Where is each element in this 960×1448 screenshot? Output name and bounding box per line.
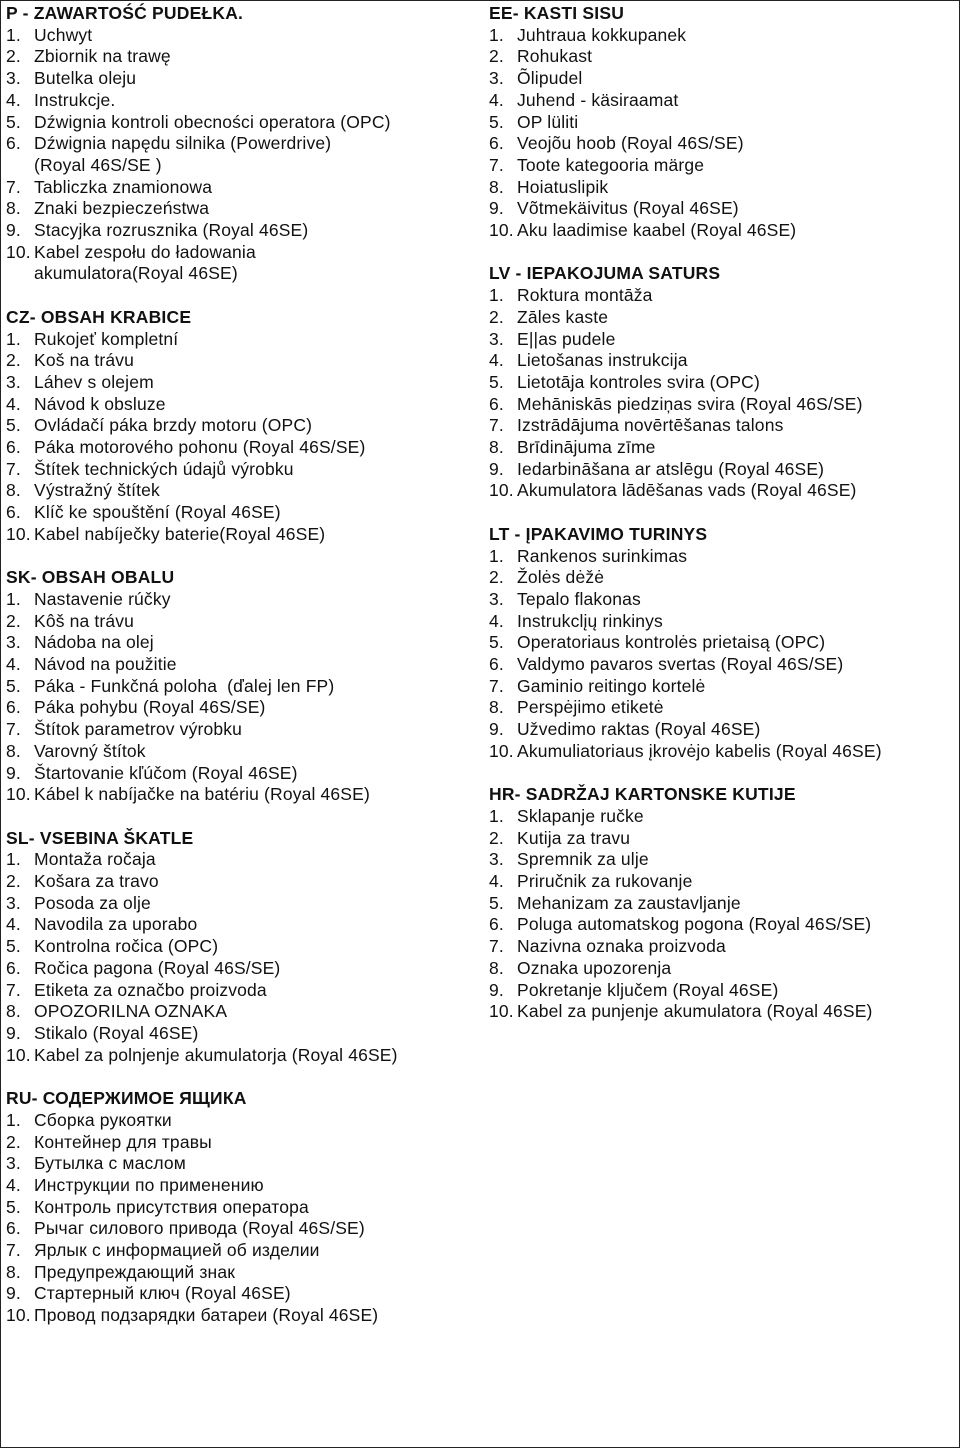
list-item: [489, 849, 957, 871]
item-number: 10.: [489, 220, 514, 241]
list-item: [489, 893, 957, 915]
item-text: Kabel zespołu do ładowania akumulatora(Royal 46SE): [34, 241, 256, 284]
list-item: [6, 784, 476, 806]
list-item: [489, 719, 957, 741]
item-number: 1.: [6, 24, 21, 45]
list-item: [489, 285, 957, 307]
item-number: 4.: [489, 89, 504, 110]
item-text: Páka pohybu (Royal 46S/SE): [34, 697, 266, 718]
item-number: 5.: [6, 936, 21, 957]
list-item: [489, 220, 957, 242]
list-item: [6, 394, 476, 416]
item-text: Стартерный ключ (Royal 46SE): [34, 1283, 291, 1304]
list-item: [489, 437, 957, 459]
list-item: [6, 1110, 476, 1132]
item-number: 3.: [489, 68, 504, 89]
item-number: 7.: [6, 719, 21, 740]
item-text: Kabel za polnjenje akumulatorja (Royal 46SE): [34, 1044, 398, 1065]
item-text: Ovládačí páka brzdy motoru (OPC): [34, 415, 313, 436]
list-item: [489, 480, 957, 502]
item-text: Nádoba na olej: [34, 632, 154, 653]
list-item: [489, 654, 957, 676]
item-text: Lietošanas instrukcija: [517, 350, 688, 371]
item-number: 3.: [489, 588, 504, 609]
list-item: [489, 112, 957, 134]
item-number: 2.: [6, 350, 21, 371]
list-item: [489, 871, 957, 893]
list-item: [6, 502, 476, 524]
section-heading: LT - ĮPAKAVIMO TURINYS: [489, 523, 708, 544]
item-text: Láhev s olejem: [34, 371, 154, 392]
list-item: [489, 25, 957, 47]
item-number: 10.: [489, 740, 514, 761]
item-number: 8.: [489, 176, 504, 197]
item-text: Ярлык с информацией об изделии: [34, 1240, 320, 1261]
item-text: Izstrādājuma novērtēšanas talons: [517, 415, 784, 436]
list-item: [6, 350, 476, 372]
list-item: [6, 611, 476, 633]
item-number: 1.: [6, 328, 21, 349]
list-item: [489, 806, 957, 828]
item-number: 4.: [489, 871, 504, 892]
item-text: Инструкции по применению: [34, 1174, 264, 1195]
item-text: Iedarbināšana ar atslēgu (Royal 46SE): [517, 458, 825, 479]
item-text: Spremnik za ulje: [517, 849, 649, 870]
item-text: Сборка рукоятки: [34, 1109, 172, 1130]
item-number: 9.: [489, 719, 504, 740]
section-spacer: [489, 502, 957, 524]
item-number: 10.: [6, 1044, 31, 1065]
item-text: Juhtraua kokkupanek: [517, 24, 687, 45]
item-text: Akumulatora lādēšanas vads (Royal 46SE): [517, 480, 857, 501]
item-text: Pokretanje ključem (Royal 46SE): [517, 979, 779, 1000]
item-text: Páka motorového pohonu (Royal 46S/SE): [34, 437, 366, 458]
item-text: Žolės dėžė: [517, 567, 605, 588]
item-number: 7.: [6, 979, 21, 1000]
item-number: 1.: [6, 588, 21, 609]
item-number: 3.: [6, 371, 21, 392]
section-heading: SL- VSEBINA ŠKATLE: [6, 827, 194, 848]
item-text: Rankenos surinkimas: [517, 545, 688, 566]
item-number: 4.: [6, 654, 21, 675]
item-number: 4.: [6, 1174, 21, 1195]
section-spacer: [6, 806, 476, 828]
item-number: 7.: [489, 675, 504, 696]
item-number: 9.: [489, 458, 504, 479]
item-number: 4.: [489, 610, 504, 631]
list-item: [6, 697, 476, 719]
list-item: [489, 372, 957, 394]
list-item: [6, 1153, 476, 1175]
list-item: [489, 177, 957, 199]
item-number: 8.: [6, 198, 21, 219]
item-number: 2.: [489, 46, 504, 67]
list-item: [489, 914, 957, 936]
item-text: Контейнер для травы: [34, 1131, 212, 1152]
list-item: [6, 980, 476, 1002]
item-number: 4.: [489, 350, 504, 371]
list-item: [489, 676, 957, 698]
section-spacer: [6, 546, 476, 568]
item-text: Ročica pagona (Royal 46S/SE): [34, 957, 281, 978]
item-text: Štítok parametrov výrobku: [34, 719, 242, 740]
item-text: Kontrolna ročica (OPC): [34, 936, 219, 957]
list-item: [6, 1240, 476, 1262]
item-number: 6.: [489, 914, 504, 935]
item-text: Znaki bezpieczeństwa: [34, 198, 210, 219]
item-number: 5.: [6, 415, 21, 436]
list-item: [6, 871, 476, 893]
list-item: [489, 958, 957, 980]
list-item: [6, 654, 476, 676]
item-text: Õlipudel: [517, 68, 583, 89]
item-number: 4.: [6, 393, 21, 414]
list-item: [6, 1197, 476, 1219]
item-number: 5.: [6, 111, 21, 132]
item-text: Navodila za uporabo: [34, 914, 198, 935]
item-text: Veojõu hoob (Royal 46S/SE): [517, 133, 744, 154]
item-text: OPOZORILNA OZNAKA: [34, 1001, 228, 1022]
list-item: [6, 90, 476, 112]
item-number: 6.: [489, 393, 504, 414]
section-heading: P - ZAWARTOŚĆ PUDEŁKA.: [6, 3, 244, 23]
item-text: Instrukcje.: [34, 89, 116, 110]
list-item: [489, 697, 957, 719]
list-item: [489, 46, 957, 68]
list-item: [6, 1023, 476, 1045]
item-number: 1.: [489, 24, 504, 45]
item-text: Контроль присутствия оператора: [34, 1196, 309, 1217]
item-text: Akumuliatoriaus įkrovėjo kabelis (Royal 46SE): [517, 740, 882, 761]
item-number: 8.: [489, 957, 504, 978]
list-item: [6, 1283, 476, 1305]
item-number: 4.: [6, 914, 21, 935]
list-item: [489, 350, 957, 372]
list-item: [6, 459, 476, 481]
list-item: [6, 1132, 476, 1154]
item-number: 3.: [489, 849, 504, 870]
item-number: 9.: [6, 762, 21, 783]
item-text: Nastavenie rúčky: [34, 588, 171, 609]
list-item: [6, 893, 476, 915]
item-text: Lietotāja kontroles svira (OPC): [517, 371, 760, 392]
item-number: 7.: [6, 1240, 21, 1261]
list-item: [6, 1218, 476, 1240]
list-item: [6, 936, 476, 958]
list-item: [6, 719, 476, 741]
item-number: 9.: [489, 979, 504, 1000]
item-text: Бутылка с маслом: [34, 1153, 186, 1174]
list-item: [489, 589, 957, 611]
item-number: 8.: [6, 1001, 21, 1022]
item-number: 9.: [6, 220, 21, 241]
contents-section: [6, 1088, 476, 1327]
item-number: 4.: [6, 89, 21, 110]
item-text: Rukojeť kompletní: [34, 328, 179, 349]
contents-section: [6, 3, 476, 285]
item-number: 6.: [6, 697, 21, 718]
contents-section: [489, 784, 957, 1023]
item-text: Kutija za travu: [517, 827, 631, 848]
item-text: Рычаг силового привода (Royal 46S/SE): [34, 1218, 365, 1239]
item-number: 1.: [489, 285, 504, 306]
item-number: 7.: [6, 458, 21, 479]
item-text: Návod na použitie: [34, 654, 177, 675]
item-text: Võtmekäivitus (Royal 46SE): [517, 198, 739, 219]
list-item: [6, 849, 476, 871]
item-text: Štítek technických údajů výrobku: [34, 458, 294, 479]
contents-section: [6, 567, 476, 806]
item-number: 5.: [6, 675, 21, 696]
item-text: Užvedimo raktas (Royal 46SE): [517, 719, 761, 740]
list-item: [6, 1305, 476, 1327]
list-item: [489, 133, 957, 155]
item-text: Kôš na trávu: [34, 610, 135, 631]
item-number: 5.: [489, 371, 504, 392]
list-item: [6, 1001, 476, 1023]
item-text: Dźwignia napędu silnika (Powerdrive) (Royal 46S/SE ): [34, 133, 332, 175]
list-item: [489, 394, 957, 416]
list-item: [6, 46, 476, 68]
item-number: 9.: [6, 1283, 21, 1304]
item-text: Stikalo (Royal 46SE): [34, 1023, 199, 1043]
item-number: 6.: [6, 133, 21, 154]
item-number: 10.: [489, 1001, 514, 1022]
item-number: 6.: [6, 437, 21, 458]
contents-section: [489, 263, 957, 502]
item-text: Klíč ke spouštění (Royal 46SE): [34, 502, 281, 523]
list-item: [489, 68, 957, 90]
item-number: 2.: [6, 610, 21, 631]
list-item: [6, 177, 476, 199]
contents-section: [489, 524, 957, 763]
item-text: Kábel k nabíjačke na batériu (Royal 46SE): [34, 784, 370, 805]
item-text: Návod k obsluze: [34, 393, 166, 414]
item-text: Priručnik za rukovanje: [517, 871, 693, 892]
item-text: Hoiatuslipik: [517, 176, 609, 197]
list-item: [6, 958, 476, 980]
list-item: [489, 307, 957, 329]
item-text: Sklapanje ručke: [517, 805, 644, 826]
list-item: [489, 198, 957, 220]
item-text: Zāles kaste: [517, 306, 609, 327]
item-text: Poluga automatskog pogona (Royal 46S/SE): [517, 914, 872, 935]
item-text: Perspėjimo etiketė: [517, 697, 664, 718]
list-item: [489, 415, 957, 437]
list-item: [6, 415, 476, 437]
list-item: [489, 1001, 957, 1023]
item-number: 6.: [6, 1218, 21, 1239]
list-item: [6, 1175, 476, 1197]
item-number: 3.: [6, 892, 21, 913]
contents-section: [6, 828, 476, 1067]
item-number: 6.: [6, 502, 21, 523]
list-item: [6, 133, 476, 176]
list-item: [489, 632, 957, 654]
item-number: 3.: [6, 1153, 21, 1174]
item-number: 5.: [489, 892, 504, 913]
item-text: Košara za travo: [34, 871, 159, 892]
list-item: [6, 524, 476, 546]
list-item: [489, 611, 957, 633]
item-text: Провод подзарядки батареи (Royal 46SE): [34, 1305, 379, 1326]
item-text: Toote kategooria märge: [517, 154, 705, 175]
item-text: Tepalo flakonas: [517, 588, 641, 609]
right-column: [489, 3, 957, 1023]
list-item: [6, 589, 476, 611]
item-number: 8.: [6, 740, 21, 761]
item-number: 7.: [489, 936, 504, 957]
item-text: Juhend - käsiraamat: [517, 89, 679, 110]
item-text: Brīdinājuma zīme: [517, 437, 656, 458]
item-text: Nazivna oznaka proizvoda: [517, 936, 726, 957]
item-text: Výstražný štítek: [34, 480, 160, 501]
list-item: [489, 980, 957, 1002]
item-number: 9.: [489, 198, 504, 219]
list-item: [6, 741, 476, 763]
list-item: [6, 329, 476, 351]
item-number: 7.: [489, 154, 504, 175]
item-text: Gaminio reitingo kortelė: [517, 675, 706, 696]
item-number: 8.: [489, 437, 504, 458]
item-number: 1.: [6, 1109, 21, 1130]
list-item: [489, 546, 957, 568]
item-text: Предупреждающий знак: [34, 1261, 236, 1282]
item-text: Rohukast: [517, 46, 593, 67]
list-item: [6, 437, 476, 459]
item-text: Valdymo pavaros svertas (Royal 46S/SE): [517, 654, 844, 675]
item-text: Koš na trávu: [34, 350, 135, 371]
item-number: 6.: [6, 957, 21, 978]
item-number: 5.: [489, 632, 504, 653]
item-number: 2.: [6, 871, 21, 892]
item-number: 5.: [489, 111, 504, 132]
list-item: [489, 459, 957, 481]
contents-section: [6, 307, 476, 546]
item-number: 8.: [6, 1261, 21, 1282]
item-text: Posoda za olje: [34, 892, 151, 913]
item-number: 10.: [489, 480, 514, 501]
item-text: Oznaka upozorenja: [517, 957, 672, 978]
item-number: 2.: [489, 827, 504, 848]
list-item: [489, 936, 957, 958]
item-number: 2.: [6, 1131, 21, 1152]
item-number: 5.: [6, 1196, 21, 1217]
list-item: [6, 1262, 476, 1284]
item-text: Zbiornik na trawę: [34, 46, 171, 67]
item-text: Roktura montāža: [517, 285, 653, 306]
section-heading: CZ- OBSAH KRABICE: [6, 306, 192, 327]
list-item: [489, 155, 957, 177]
item-text: Stacyjka rozrusznika (Royal 46SE): [34, 220, 309, 241]
item-number: 8.: [489, 697, 504, 718]
section-heading: HR- SADRŽAJ KARTONSKE KUTIJE: [489, 784, 796, 805]
item-text: Etiketa za označbo proizvoda: [34, 979, 267, 1000]
list-item: [489, 329, 957, 351]
item-number: 2.: [489, 567, 504, 588]
item-number: 6.: [489, 133, 504, 154]
item-number: 7.: [489, 415, 504, 436]
list-item: [489, 90, 957, 112]
item-number: 3.: [489, 328, 504, 349]
list-item: [489, 741, 957, 763]
list-item: [6, 68, 476, 90]
list-item: [6, 1045, 476, 1067]
list-item: [6, 242, 476, 285]
item-text: Mehāniskās piedziņas svira (Royal 46S/SE): [517, 393, 863, 414]
section-heading: RU- СОДЕРЖИМОЕ ЯЩИКА: [6, 1088, 247, 1109]
item-text: Instrukclįų rinkinys: [517, 610, 663, 631]
list-item: [6, 198, 476, 220]
section-spacer: [6, 1066, 476, 1088]
item-number: 10.: [6, 523, 31, 544]
list-item: [6, 632, 476, 654]
item-number: 1.: [489, 805, 504, 826]
item-number: 3.: [6, 632, 21, 653]
section-spacer: [6, 285, 476, 307]
item-text: Kabel nabíječky baterie(Royal 46SE): [34, 523, 326, 544]
item-text: Butelka oleju: [34, 68, 137, 89]
item-number: 7.: [6, 176, 21, 197]
item-number: 10.: [6, 241, 31, 262]
item-text: Kabel za punjenje akumulatora (Royal 46SE): [517, 1001, 873, 1022]
list-item: [6, 676, 476, 698]
item-text: Štartovanie kľúčom (Royal 46SE): [34, 762, 298, 783]
item-text: Uchwyt: [34, 24, 93, 45]
item-text: Mehanizam za zaustavljanje: [517, 892, 741, 913]
list-item: [489, 567, 957, 589]
list-item: [6, 112, 476, 134]
item-number: 9.: [6, 1023, 21, 1043]
item-number: 10.: [6, 784, 31, 805]
item-number: 10.: [6, 1305, 31, 1326]
item-number: 1.: [489, 545, 504, 566]
list-item: [489, 828, 957, 850]
item-text: Operatoriaus kontrolės prietaisą (OPC): [517, 632, 826, 653]
item-number: 2.: [6, 46, 21, 67]
section-spacer: [489, 242, 957, 264]
section-heading: SK- OBSAH OBALU: [6, 567, 175, 588]
item-text: E||as pudele: [517, 328, 616, 349]
list-item: [6, 480, 476, 502]
item-number: 2.: [489, 306, 504, 327]
item-text: Montaža ročaja: [34, 849, 156, 870]
item-number: 8.: [6, 480, 21, 501]
item-number: 3.: [6, 68, 21, 89]
list-item: [6, 220, 476, 242]
contents-section: [489, 3, 957, 242]
list-item: [6, 763, 476, 785]
item-text: Varovný štítok: [34, 740, 146, 761]
list-item: [6, 914, 476, 936]
item-number: 6.: [489, 654, 504, 675]
item-number: 1.: [6, 849, 21, 870]
left-column: [6, 3, 476, 1327]
item-text: Dźwignia kontroli obecności operatora (OPC): [34, 111, 391, 132]
item-text: Tabliczka znamionowa: [34, 176, 213, 197]
item-text: Aku laadimise kaabel (Royal 46SE): [517, 220, 797, 241]
list-item: [6, 372, 476, 394]
section-heading: EE- KASTI SISU: [489, 3, 625, 23]
list-item: [6, 25, 476, 47]
section-spacer: [489, 763, 957, 785]
item-text: Páka - Funkčná poloha (ďalej len FP): [34, 675, 335, 696]
item-text: OP lüliti: [517, 111, 579, 132]
section-heading: LV - IEPAKOJUMA SATURS: [489, 263, 721, 284]
